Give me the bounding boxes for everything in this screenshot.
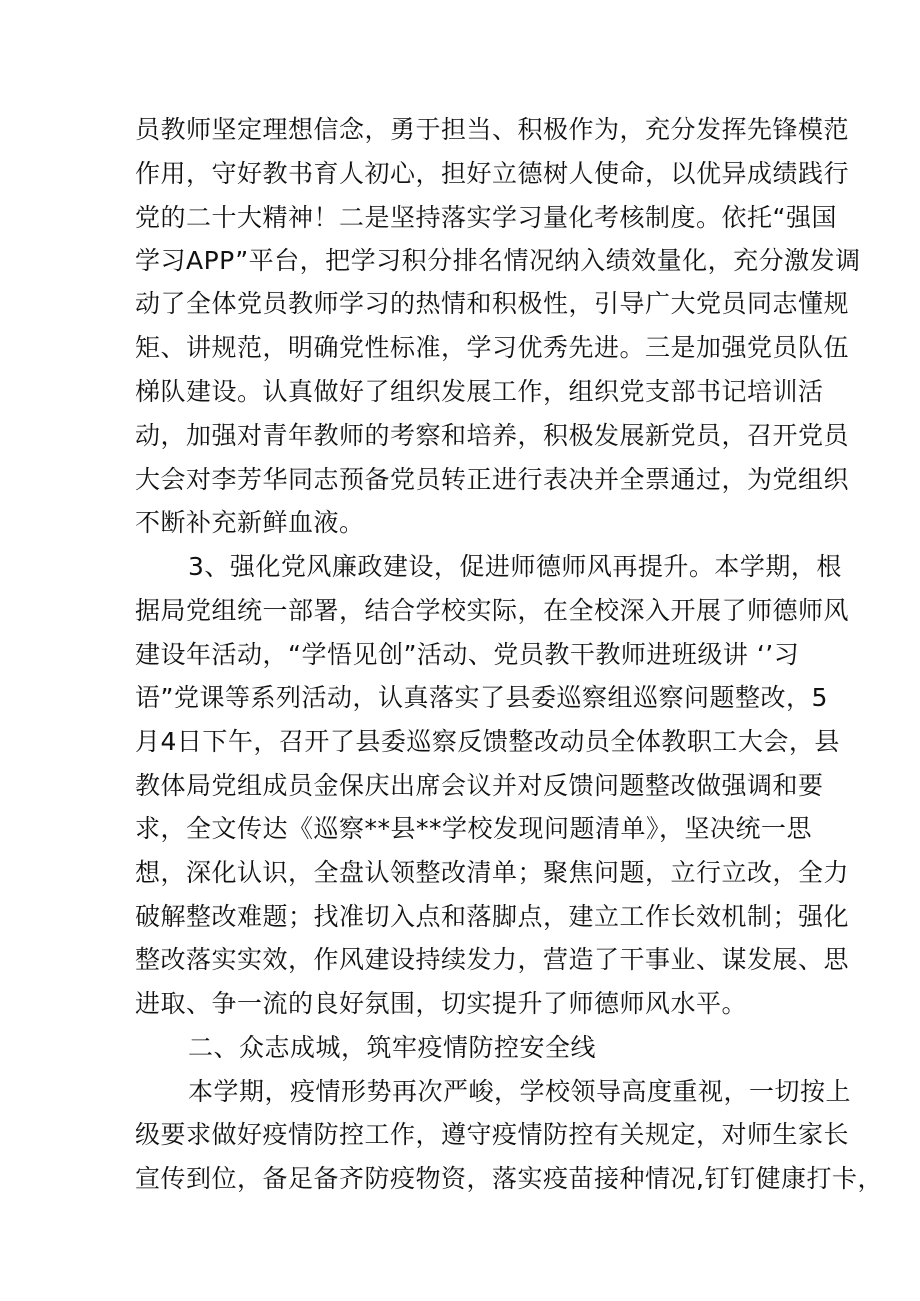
text-line: 党的二十大精神！二是坚持落实学习量化考核制度。依托“强国	[135, 203, 837, 232]
text-line: 进取、争一流的良好氛围，切实提升了师德师风水平。	[135, 989, 748, 1018]
text-line: 不断补充新鲜血液。	[135, 508, 365, 537]
text-line: 宣传到位，备足备齐防疫物资，落实疫苗接种情况,钉钉健康打卡，	[135, 1164, 883, 1193]
text-line: 建设年活动，“学悟见创”活动、党员教干教师进班级讲 ‘’习	[135, 640, 800, 669]
text-line: 语”党课等系列活动，认真落实了县委巡察组巡察问题整改，5	[135, 683, 828, 712]
text-line: 据局党组统一部署，结合学校实际，在全校深入开展了师德师风	[135, 596, 850, 625]
text-line: 动，加强对青年教师的考察和培养，积极发展新党员，召开党员	[135, 421, 850, 450]
text-line: 整改落实实效，作风建设持续发力，营造了干事业、谋发展、思	[135, 945, 850, 974]
text-line: 级要求做好疫情防控工作，遵守疫情防控有关规定，对师生家长	[135, 1120, 850, 1149]
text-line: 大会对李芳华同志预备党员转正进行表决并全票通过，为党组织	[135, 465, 850, 494]
paragraph-start-line: 3、强化党风廉政建设，促进师德师风再提升。本学期，根	[188, 552, 842, 581]
text-line: 动了全体党员教师学习的热情和积极性，引导广大党员同志懂规	[135, 289, 850, 318]
text-line: 作用，守好教书育人初心，担好立德树人使命，以优异成绩践行	[135, 159, 850, 188]
text-line: 求，全文传达《巡察**县**学校发现问题清单》，坚决统一思	[135, 814, 813, 843]
text-line: 员教师坚定理想信念，勇于担当、积极作为，充分发挥先锋模范	[135, 115, 850, 144]
text-line: 教体局党组成员金保庆出席会议并对反馈问题整改做强调和要	[135, 771, 824, 800]
paragraph-start-line: 本学期，疫情形势再次严峻，学校领导高度重视，一切按上	[188, 1077, 852, 1106]
text-line: 学习APP”平台，把学习积分排名情况纳入绩效量化，充分激发调	[135, 246, 861, 275]
section-heading: 二、众志成城，筑牢疫情防控安全线	[188, 1033, 597, 1062]
text-line: 矩、讲规范，明确党性标准，学习优秀先进。三是加强党员队伍	[135, 333, 850, 362]
text-line: 梯队建设。认真做好了组织发展工作，组织党支部书记培训活	[135, 377, 824, 406]
text-line: 破解整改难题；找准切入点和落脚点，建立工作长效机制；强化	[135, 902, 850, 931]
text-line: 想，深化认识，全盘认领整改清单；聚焦问题，立行立改，全力	[135, 858, 850, 887]
text-line: 月4日下午，召开了县委巡察反馈整改动员全体教职工大会，县	[135, 727, 840, 756]
